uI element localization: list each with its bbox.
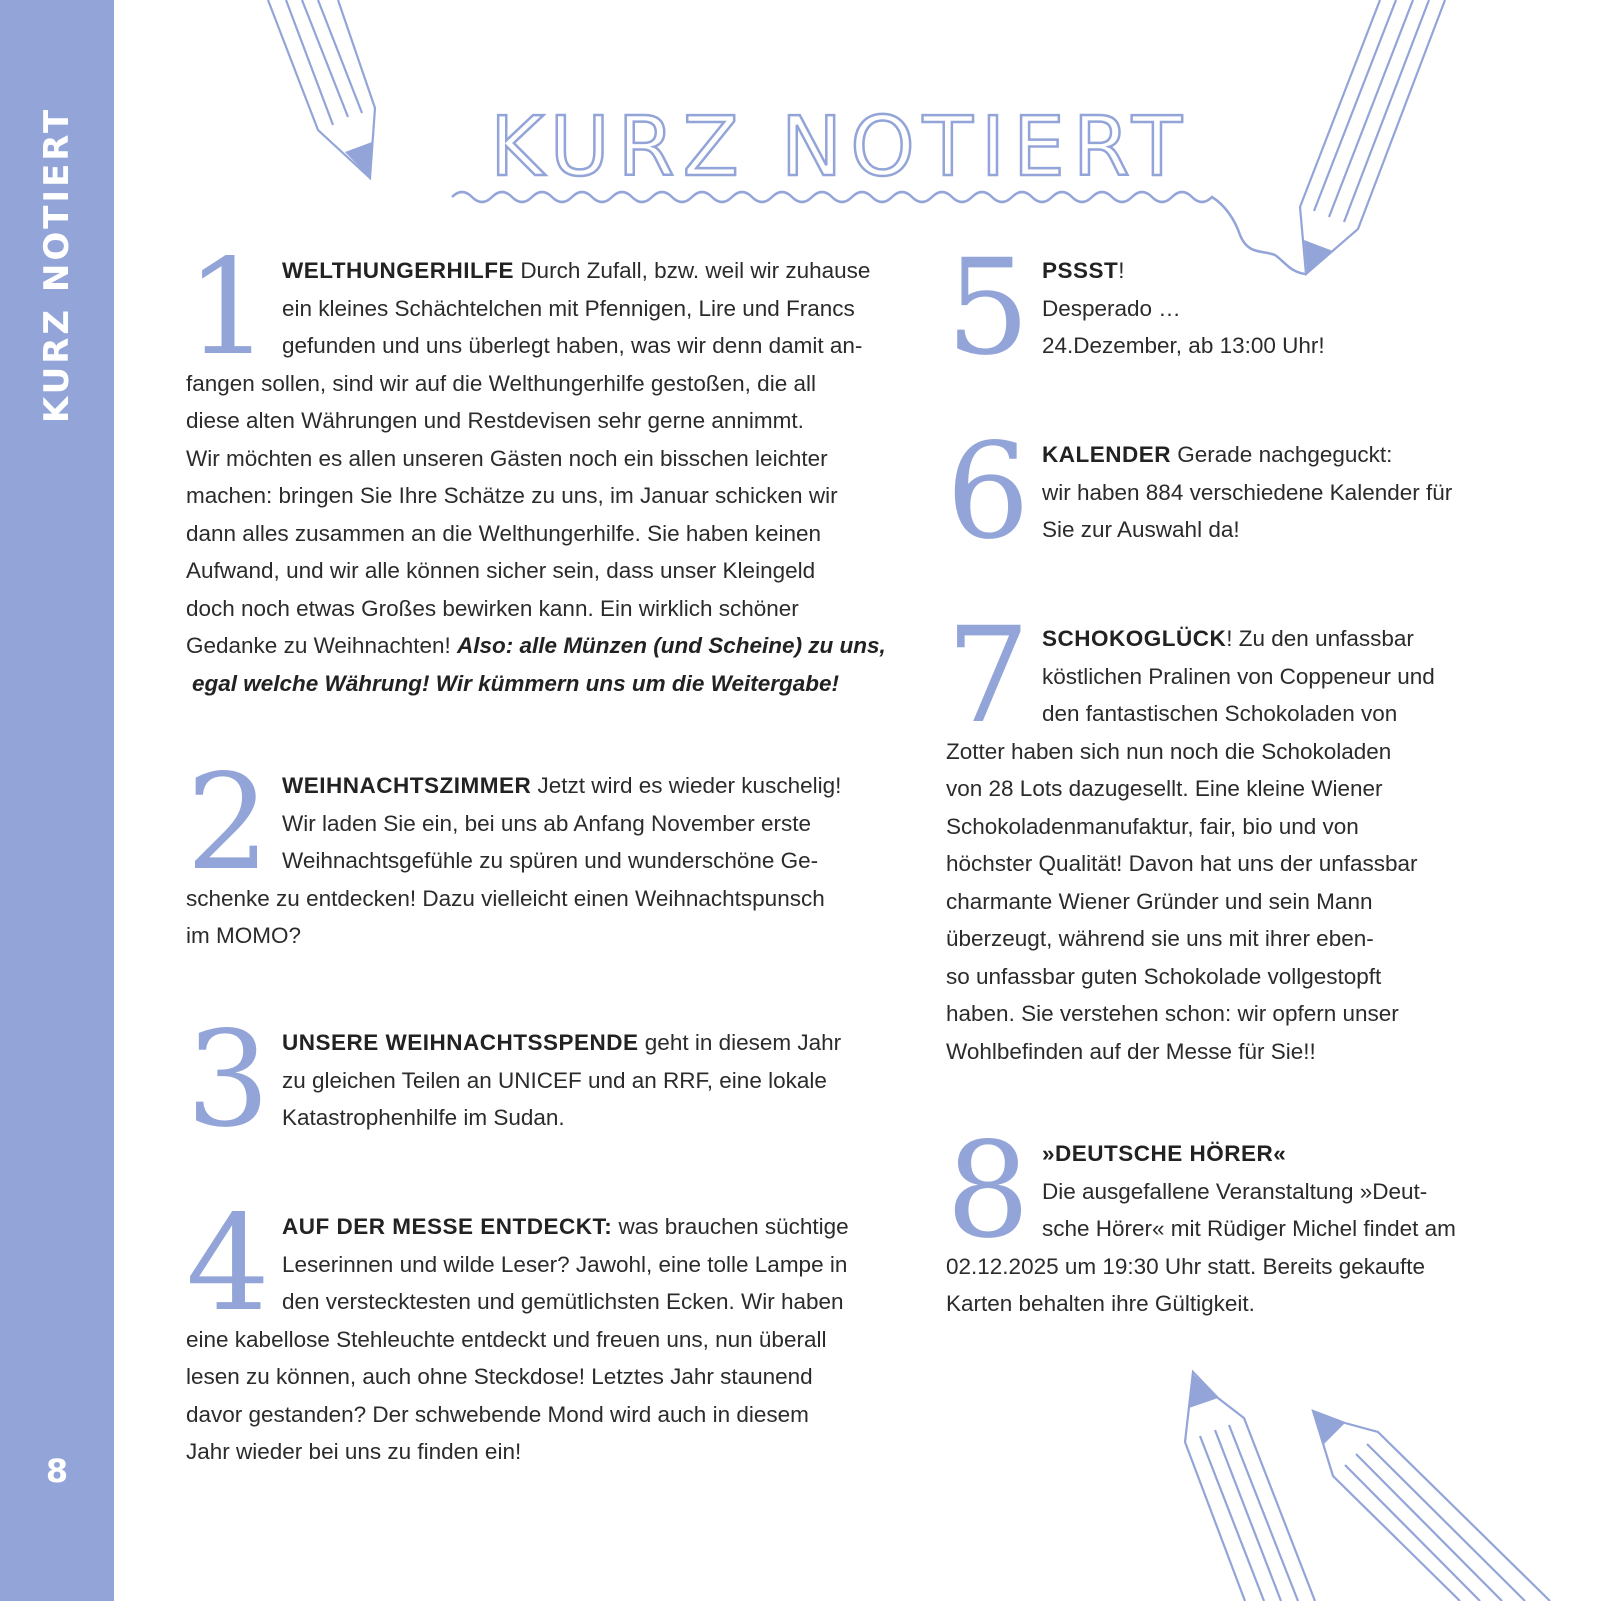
item-heading: WELTHUNGERHILFE [281,258,515,283]
item-heading: SCHOKOGLÜCK [1041,626,1227,651]
note-item-pssst [946,231,1486,385]
item-text: Wohlbefinden auf der Messe für Sie!! [946,1038,1316,1064]
item-text: 24.Dezember, ab 13:00 Uhr! [1041,333,1325,358]
item-text: schenke zu entdecken! Dazu vielleicht einen Weihnachtspunsch [186,885,825,911]
item-text: haben. Sie verstehen schon: wir opfern unser [946,1001,1399,1026]
item-text: im MOMO? [186,923,301,948]
item-text: dann alles zusammen an die Welthungerhilfe. Sie haben keinen [186,520,821,546]
pencil-icon-bottom-left [1185,1372,1315,1601]
item-text: ! [1226,626,1233,651]
item-text: Katastrophenhilfe im Sudan. [281,1105,565,1130]
item-text: so unfassbar guten Schokolade vollgestopft [946,963,1382,989]
item-text: Jahr wieder bei uns zu finden ein! [186,1439,522,1464]
item-number: 5 [946,231,1030,385]
sidebar-title: KURZ NOTIERT [37,106,77,424]
item-heading: WEIHNACHTSZIMMER [281,773,532,798]
item-number: 8 [946,1114,1030,1268]
item-emphasis: Also: alle Münzen (und Scheine) zu uns, [457,633,886,658]
note-item-weihnachtszimmer [186,746,886,955]
item-heading: KALENDER [1041,442,1171,467]
item-text: Schokoladenmanufaktur, fair, bio und von [946,813,1359,839]
item-text: von 28 Lots dazugesellt. Eine kleine Wiener [946,776,1383,801]
sidebar [0,0,114,1601]
pencil-icon-top-right [1300,0,1445,274]
item-text: sche Hörer« mit Rüdiger Michel findet am [1041,1216,1456,1241]
item-text: überzeugt, während sie uns mit ihrer eben- [946,926,1374,951]
item-text: charmante Wiener Gründer und sein Mann [946,888,1373,914]
note-item-messe-entdeckt [186,1187,886,1471]
item-heading: »DEUTSCHE HÖRER« [1041,1141,1287,1166]
item-text: den verstecktesten und gemütlichsten Ecken. Wir haben [281,1289,844,1314]
item-text: lesen zu können, auch ohne Steckdose! Letztes Jahr staunend [186,1364,813,1389]
note-item-deutsche-hoerer [946,1114,1486,1323]
item-text: Desperado … [1041,295,1181,321]
item-text: Durch Zufall, bzw. weil wir zuhause [520,258,871,283]
item-text: 02.12.2025 um 19:30 Uhr statt. Bereits gekaufte [946,1253,1426,1279]
page-title: KURZ NOTIERT [490,100,1190,195]
note-item-welthungerhilfe [186,231,886,702]
item-text: den fantastischen Schokoladen von [1041,701,1398,726]
item-text: diese alten Währungen und Restdevisen sehr gerne annimmt. [186,408,804,433]
note-item-schokoglueck [946,599,1486,1070]
item-text: zu gleichen Teilen an UNICEF und an RRF, eine lokale [281,1067,827,1093]
item-number: 1 [186,231,270,385]
item-text: geht in diesem Jahr [644,1030,842,1055]
item-text: Jetzt wird es wieder kuschelig! [537,773,842,798]
note-item-weihnachtsspende [186,1003,886,1157]
item-text: köstlichen Pralinen von Coppeneur und [1041,663,1435,689]
item-text: Wir möchten es allen unseren Gästen noch ein bisschen leichter [186,445,828,471]
item-text: ! [1118,258,1125,283]
item-heading: PSSST [1041,258,1119,283]
item-text: gefunden und uns überlegt haben, was wir denn damit an- [281,333,863,358]
page-number: 8 [45,1452,69,1490]
item-heading: UNSERE WEIHNACHTSSPENDE [281,1030,639,1055]
item-text: Leserinnen und wilde Leser? Jawohl, eine tolle Lampe in [281,1251,848,1277]
item-number: 6 [946,415,1030,569]
item-text: machen: bringen Sie Ihre Schätze zu uns, im Januar schicken wir [186,483,838,508]
item-text: ein kleines Schächtelchen mit Pfennigen, Lire und Francs [281,295,855,321]
item-text: was brauchen süchtige [618,1214,849,1239]
item-text: Gedanke zu Weihnachten! [186,633,451,658]
item-number: 3 [186,1003,270,1157]
item-text: fangen sollen, sind wir auf die Welthungerhilfe gestoßen, die all [186,370,816,396]
item-text: Die ausgefallene Veranstaltung »Deut- [1041,1178,1428,1204]
pencil-icon-bottom-right [1313,1411,1550,1601]
item-number: 7 [946,599,1030,753]
item-text: Zotter haben sich nun noch die Schokoladen [946,738,1392,764]
item-number: 2 [186,746,270,900]
item-text: wir haben 884 verschiedene Kalender für [1041,479,1453,505]
item-text: Karten behalten ihre Gültigkeit. [946,1291,1255,1316]
note-item-kalender [946,415,1486,569]
item-text: davor gestanden? Der schwebende Mond wird auch in diesem [186,1401,809,1427]
item-number: 4 [186,1187,270,1341]
item-text: Zu den unfassbar [1238,626,1414,651]
item-text: doch noch etwas Großes bewirken kann. Ein wirklich schöner [186,595,799,621]
item-text: eine kabellose Stehleuchte entdeckt und freuen uns, nun überall [186,1326,827,1352]
item-text: Gerade nachgeguckt: [1177,442,1393,467]
item-text: Wir laden Sie ein, bei uns ab Anfang November erste [281,810,812,836]
pencil-icon-top-left [268,0,375,178]
item-text: Sie zur Auswahl da! [1041,517,1240,542]
item-text: Aufwand, und wir alle können sicher sein, dass unser Kleingeld [186,558,816,583]
item-text: Weihnachtsgefühle zu spüren und wunderschöne Ge- [281,848,819,873]
item-text: höchster Qualität! Davon hat uns der unfassbar [946,851,1418,876]
item-heading: AUF DER MESSE ENTDECKT: [281,1214,613,1239]
item-emphasis: egal welche Währung! Wir kümmern uns um die Weitergabe! [192,670,839,696]
